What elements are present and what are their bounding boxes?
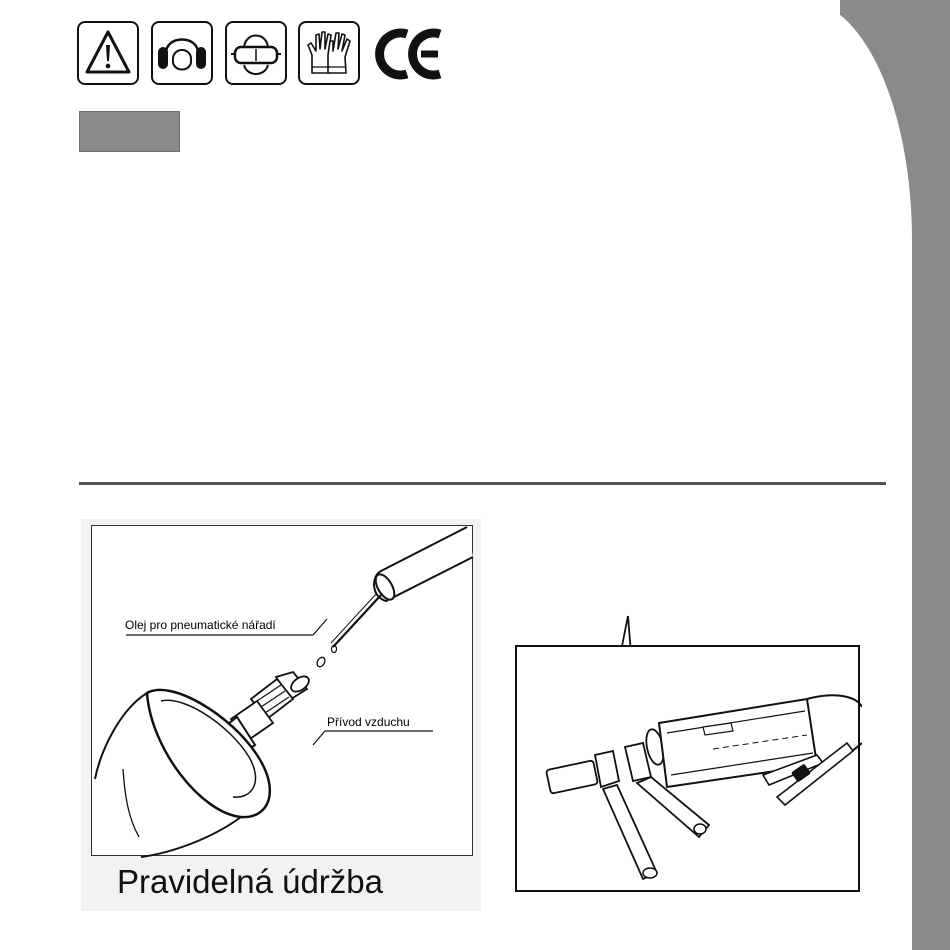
ear-protection-icon	[151, 21, 213, 85]
wrench-illustration	[517, 647, 862, 894]
air-inlet-callout-label: Přívod vzduchu	[327, 715, 410, 729]
figure-caption: Pravidelná údržba	[117, 863, 383, 900]
protective-gloves-icon	[298, 21, 360, 85]
maintenance-illustration	[81, 519, 481, 911]
wrench-figure	[515, 645, 860, 892]
ce-mark	[374, 23, 446, 83]
maintenance-figure	[81, 519, 481, 911]
section-divider	[79, 482, 886, 485]
warning-icon	[77, 21, 139, 85]
oil-callout-label: Olej pro pneumatické nářadí	[125, 618, 276, 632]
safety-goggles-icon	[225, 21, 287, 85]
section-label-box	[79, 111, 180, 152]
